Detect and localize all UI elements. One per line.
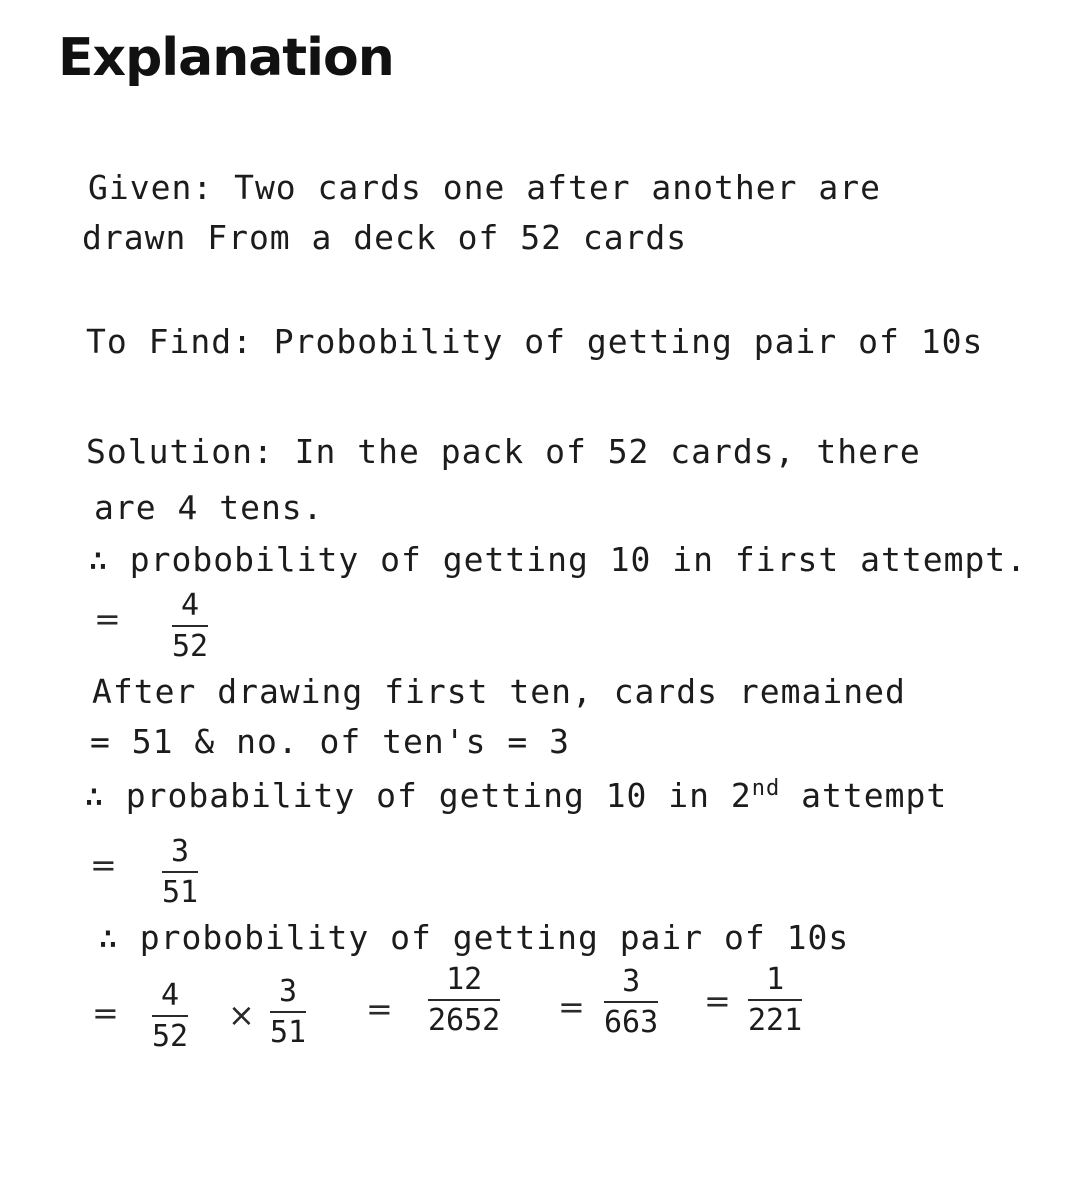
- solution-line-4: After drawing first ten, cards remained: [92, 672, 906, 711]
- line-6-text: ∴ probability of getting 10 in 2: [84, 776, 752, 815]
- given-line-1: Given: Two cards one after another are: [88, 168, 881, 207]
- equals-sign: =: [704, 982, 731, 1020]
- fraction-bar: [152, 1015, 188, 1017]
- fraction-numerator: 3: [622, 964, 641, 999]
- given-line-2: drawn From a deck of 52 cards: [82, 218, 688, 257]
- final-fraction-2: [270, 974, 306, 1050]
- equals-sign: =: [92, 994, 119, 1032]
- fraction-bar: [270, 1011, 306, 1013]
- final-fraction-5: [748, 962, 802, 1038]
- page-title: Explanation: [58, 28, 394, 88]
- fraction-bar: [172, 625, 208, 627]
- solution-line-2: are 4 tens.: [94, 488, 324, 527]
- equals-sign: =: [94, 600, 121, 638]
- fraction-denominator: 221: [748, 1003, 803, 1038]
- fraction-second-attempt: [162, 834, 198, 910]
- fraction-numerator: 1: [766, 962, 785, 997]
- fraction-denominator: 51: [162, 875, 199, 910]
- equals-sign: =: [90, 846, 117, 884]
- fraction-denominator: 51: [270, 1015, 307, 1050]
- equals-sign: =: [366, 990, 393, 1028]
- solution-line-5: = 51 & no. of ten's = 3: [90, 722, 570, 761]
- final-fraction-1: [152, 978, 188, 1054]
- fraction-numerator: 3: [279, 974, 298, 1009]
- multiply-sign: ×: [228, 996, 255, 1034]
- line-6-suffix: attempt: [780, 776, 948, 815]
- fraction-bar: [604, 1001, 658, 1003]
- fraction-numerator: 12: [446, 962, 483, 997]
- fraction-numerator: 4: [161, 978, 180, 1013]
- fraction-bar: [748, 999, 802, 1001]
- solution-line-6: [84, 776, 947, 815]
- fraction-bar: [428, 999, 500, 1001]
- fraction-denominator: 2652: [428, 1003, 501, 1038]
- fraction-numerator: 4: [181, 588, 200, 623]
- solution-line-7: ∴ probobility of getting pair of 10s: [98, 918, 850, 957]
- ordinal-superscript: nd: [751, 776, 781, 801]
- equals-sign: =: [558, 988, 585, 1026]
- fraction-bar: [162, 871, 198, 873]
- fraction-denominator: 52: [152, 1019, 189, 1054]
- final-fraction-4: [604, 964, 658, 1040]
- fraction-first-attempt: [172, 588, 208, 664]
- fraction-numerator: 3: [171, 834, 190, 869]
- solution-line-3: ∴ probobility of getting 10 in first attempt.: [88, 540, 1028, 579]
- fraction-denominator: 52: [172, 629, 209, 664]
- solution-line-1: Solution: In the pack of 52 cards, there: [86, 432, 921, 471]
- to-find-line: To Find: Probobility of getting pair of 10s: [86, 322, 984, 361]
- fraction-denominator: 663: [604, 1005, 659, 1040]
- final-fraction-3: [428, 962, 500, 1038]
